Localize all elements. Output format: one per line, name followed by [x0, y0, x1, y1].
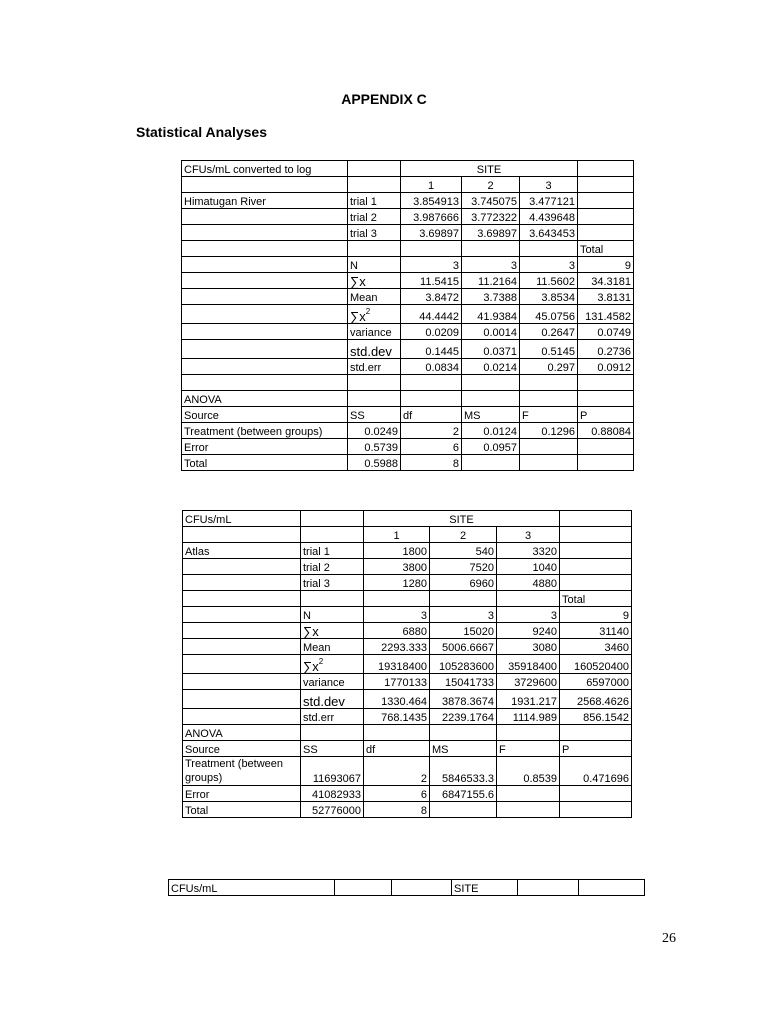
table-caption: CFUs/mL converted to log — [182, 161, 348, 177]
cell — [497, 802, 560, 818]
stat-label: ∑x — [348, 273, 401, 289]
site-col-2: 2 — [462, 177, 520, 193]
cell: 1280 — [364, 575, 430, 591]
cell — [520, 439, 578, 455]
column-header: SS — [348, 407, 401, 423]
cell: 34.3181 — [578, 273, 634, 289]
cell: 3.7388 — [462, 289, 520, 305]
cell: 0.5739 — [348, 439, 401, 455]
cell: 0.1445 — [401, 340, 462, 359]
appendix-title: APPENDIX C — [341, 91, 427, 107]
cell: 0.0209 — [401, 324, 462, 340]
cell: 1040 — [497, 559, 560, 575]
row-label: Treatment (between groups) — [182, 423, 348, 439]
cell: 3320 — [497, 543, 560, 559]
sample-name: Himatugan River — [182, 193, 348, 209]
stat-label: std.dev — [301, 690, 364, 709]
raw-cfu-table — [182, 510, 632, 818]
total-label: Total — [560, 591, 632, 607]
table-row — [182, 359, 634, 375]
cell: 6 — [364, 786, 430, 802]
stat-label: ∑x — [301, 623, 364, 639]
cell: 0.5988 — [348, 455, 401, 471]
table-row — [182, 289, 634, 305]
stat-label: std.err — [348, 359, 401, 375]
cell — [497, 786, 560, 802]
table-row — [183, 575, 632, 591]
table-row — [182, 455, 634, 471]
cell: 0.471696 — [560, 757, 632, 786]
cell: 9240 — [497, 623, 560, 639]
stat-label: variance — [348, 324, 401, 340]
site-col-3: 3 — [520, 177, 578, 193]
cell: 11.5415 — [401, 273, 462, 289]
cell: 3.8131 — [578, 289, 634, 305]
table-row — [183, 709, 632, 725]
cell: 3.69897 — [401, 225, 462, 241]
cell: 6960 — [430, 575, 497, 591]
cell: 1330.464 — [364, 690, 430, 709]
stat-label: N — [348, 257, 401, 273]
cell: 0.0249 — [348, 423, 401, 439]
cell: 3 — [520, 257, 578, 273]
cell — [430, 802, 497, 818]
cell: 3 — [497, 607, 560, 623]
cell: 11.5602 — [520, 273, 578, 289]
cell: 4.439648 — [520, 209, 578, 225]
column-header: F — [497, 741, 560, 757]
sample-name: Atlas — [183, 543, 301, 559]
cell — [560, 802, 632, 818]
stat-label: $\sum x^2$ — [301, 655, 364, 674]
cell: 9 — [578, 257, 634, 273]
cell: 0.2647 — [520, 324, 578, 340]
table-row — [182, 340, 634, 359]
cell: 0.0214 — [462, 359, 520, 375]
cell: 0.0124 — [462, 423, 520, 439]
cell: 3.772322 — [462, 209, 520, 225]
cell: 9 — [560, 607, 632, 623]
table-row — [183, 674, 632, 690]
trial-label: trial 1 — [301, 543, 364, 559]
table-row — [183, 802, 632, 818]
cell — [578, 439, 634, 455]
site-col-3: 3 — [497, 527, 560, 543]
row-label: Treatment (between groups) — [183, 757, 301, 786]
cell: 6 — [401, 439, 462, 455]
cell: 41082933 — [301, 786, 364, 802]
cell: 3.854913 — [401, 193, 462, 209]
table-row — [183, 639, 632, 655]
cell: 8 — [364, 802, 430, 818]
cell: 0.0371 — [462, 340, 520, 359]
stat-label: std.err — [301, 709, 364, 725]
column-header: P — [560, 741, 632, 757]
cell: 3460 — [560, 639, 632, 655]
cell: 8 — [401, 455, 462, 471]
cell: 1800 — [364, 543, 430, 559]
table-caption: CFUs/mL — [183, 511, 301, 527]
cell: 7520 — [430, 559, 497, 575]
cell: 3800 — [364, 559, 430, 575]
table-row — [182, 273, 634, 289]
anova-label: ANOVA — [182, 391, 348, 407]
row-label: Total — [182, 455, 348, 471]
table-row — [182, 209, 634, 225]
table-row — [183, 690, 632, 709]
cell — [520, 455, 578, 471]
row-label: Total — [183, 802, 301, 818]
column-header: Source — [182, 407, 348, 423]
cell: 3 — [401, 257, 462, 273]
table-caption: CFUs/mL — [169, 880, 335, 896]
cell: 52776000 — [301, 802, 364, 818]
cell: 5006.6667 — [430, 639, 497, 655]
table-row — [183, 786, 632, 802]
trial-label: trial 1 — [348, 193, 401, 209]
table-row — [183, 623, 632, 639]
table-row — [183, 543, 632, 559]
cell: 1770133 — [364, 674, 430, 690]
cell: 3.8534 — [520, 289, 578, 305]
cell: 2293.333 — [364, 639, 430, 655]
cell: 3080 — [497, 639, 560, 655]
column-header: Source — [183, 741, 301, 757]
table-row — [182, 225, 634, 241]
cell: 15020 — [430, 623, 497, 639]
table-row — [182, 305, 634, 324]
site-header: SITE — [364, 511, 560, 527]
cell: 540 — [430, 543, 497, 559]
cell: 3 — [364, 607, 430, 623]
cell: 11693067 — [301, 757, 364, 786]
trial-label: trial 2 — [301, 559, 364, 575]
table-row — [183, 655, 632, 674]
cell: 3.8472 — [401, 289, 462, 305]
table-row — [183, 607, 632, 623]
cell: 0.0912 — [578, 359, 634, 375]
cell: 6597000 — [560, 674, 632, 690]
cell: 0.2736 — [578, 340, 634, 359]
cell: 31140 — [560, 623, 632, 639]
column-header: MS — [430, 741, 497, 757]
cell: 19318400 — [364, 655, 430, 674]
anova-label: ANOVA — [183, 725, 301, 741]
column-header: df — [401, 407, 462, 423]
section-heading: Statistical Analyses — [136, 124, 267, 140]
cell: 4880 — [497, 575, 560, 591]
cell: 0.5145 — [520, 340, 578, 359]
cell: 160520400 — [560, 655, 632, 674]
cell: 3.477121 — [520, 193, 578, 209]
table-row — [182, 257, 634, 273]
trial-label: trial 3 — [348, 225, 401, 241]
cell: 45.0756 — [520, 305, 578, 324]
cell — [462, 455, 520, 471]
trial-label: trial 2 — [348, 209, 401, 225]
cell: 3.69897 — [462, 225, 520, 241]
cell: 3 — [430, 607, 497, 623]
cell: 1114.989 — [497, 709, 560, 725]
anova-header-row — [183, 741, 632, 757]
trial-label: trial 3 — [301, 575, 364, 591]
stat-label: $\sum x^2$ — [348, 305, 401, 324]
cell: 35918400 — [497, 655, 560, 674]
cell: 0.88084 — [578, 423, 634, 439]
cell: 0.1296 — [520, 423, 578, 439]
total-label: Total — [578, 241, 634, 257]
site-col-1: 1 — [401, 177, 462, 193]
stat-label: variance — [301, 674, 364, 690]
cell — [578, 455, 634, 471]
site-col-2: 2 — [430, 527, 497, 543]
cell: 5846533.3 — [430, 757, 497, 786]
cell: 856.1542 — [560, 709, 632, 725]
table-row — [183, 559, 632, 575]
cell: 768.1435 — [364, 709, 430, 725]
cell: 3 — [462, 257, 520, 273]
column-header: F — [520, 407, 578, 423]
stat-label: Mean — [301, 639, 364, 655]
cell: 0.0014 — [462, 324, 520, 340]
table-row — [182, 193, 634, 209]
cell: 0.0834 — [401, 359, 462, 375]
row-label: Error — [183, 786, 301, 802]
site-col-1: 1 — [364, 527, 430, 543]
site-header: SITE — [401, 161, 578, 177]
cell: 2 — [364, 757, 430, 786]
cell: 131.4582 — [578, 305, 634, 324]
cell: 3.987666 — [401, 209, 462, 225]
stat-label: Mean — [348, 289, 401, 305]
table-row — [182, 439, 634, 455]
column-header: MS — [462, 407, 520, 423]
anova-header-row — [182, 407, 634, 423]
table-row — [183, 757, 632, 786]
row-label: Error — [182, 439, 348, 455]
cell: 6847155.6 — [430, 786, 497, 802]
continued-cfu-table — [168, 879, 645, 896]
cell: 3.745075 — [462, 193, 520, 209]
cell: 41.9384 — [462, 305, 520, 324]
stat-label: N — [301, 607, 364, 623]
column-header: P — [578, 407, 634, 423]
cell: 105283600 — [430, 655, 497, 674]
stat-label: std.dev — [348, 340, 401, 359]
page-number: 26 — [662, 931, 676, 946]
table-row — [182, 324, 634, 340]
log-cfu-table — [181, 160, 634, 471]
cell: 3878.3674 — [430, 690, 497, 709]
column-header: df — [364, 741, 430, 757]
cell: 3.643453 — [520, 225, 578, 241]
table-row — [182, 423, 634, 439]
column-header: SS — [301, 741, 364, 757]
cell: 0.297 — [520, 359, 578, 375]
cell: 6880 — [364, 623, 430, 639]
cell: 0.0957 — [462, 439, 520, 455]
cell: 44.4442 — [401, 305, 462, 324]
cell: 11.2164 — [462, 273, 520, 289]
cell: 2239.1764 — [430, 709, 497, 725]
cell: 0.0749 — [578, 324, 634, 340]
cell: 3729600 — [497, 674, 560, 690]
cell — [560, 786, 632, 802]
site-header: SITE — [452, 880, 518, 896]
cell: 1931.217 — [497, 690, 560, 709]
cell: 2568.4626 — [560, 690, 632, 709]
cell: 0.8539 — [497, 757, 560, 786]
cell: 15041733 — [430, 674, 497, 690]
cell: 2 — [401, 423, 462, 439]
